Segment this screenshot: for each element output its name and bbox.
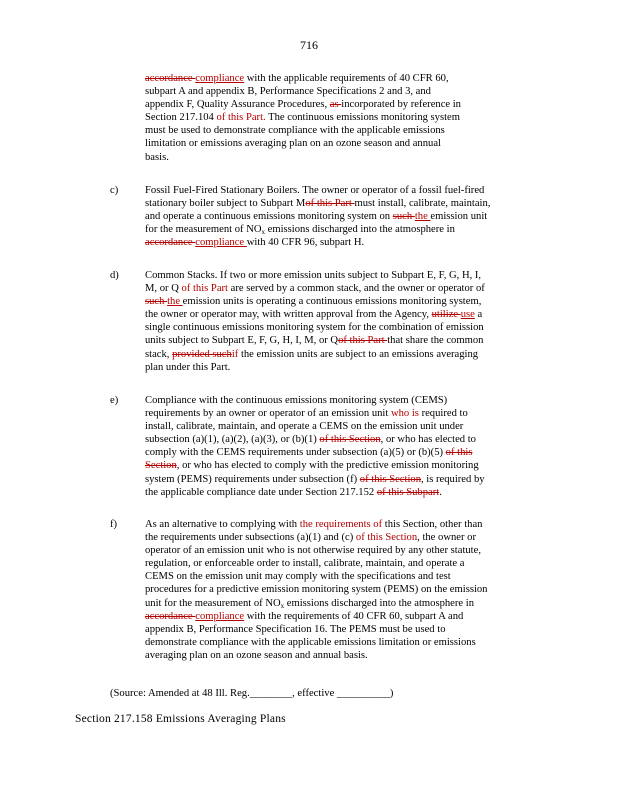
page-number: 716 (300, 38, 318, 52)
paragraph-label-c: c) (110, 185, 119, 196)
paragraph-d: Common Stacks. If two or more emission units subject to Subpart E, F, G, H, I, M, or Q of this Part are served by a common stack, and the owner or operator of such the emission units is operating a continuous emissions monitoring system, the owner or operator may, with written approval from the Agency, utilize use a single continuous emissions monitoring system for the combination of emission units subject to Subpart E, F, G, H, I, M, or Qof this Part that share the common stack, provided suchif the emission units are subject to an emissions averaging plan under this Part. (145, 270, 485, 373)
section-heading: Section 217.158 Emissions Averaging Plans (75, 713, 286, 725)
inserted-text: of this Part. (216, 112, 266, 124)
paragraph-c: Fossil Fuel-Fired Stationary Boilers. The owner or operator of a fossil fuel-fired stationary boiler subject to Subpart Mof this Part must install, calibrate, maintain, and operate a continuous emissions monitoring system on such the emission unit for the measurement of $NO_x$ emissions discharged into the atmosphere in accordance compliance with 40 CFR 96, subpart H. (145, 185, 491, 249)
paragraph-e: Compliance with the continuous emissions monitoring system (CEMS) requirements by an owner or operator of an emission unit who is required to install, calibrate, maintain, and operate a CEMS on the emission unit under subsection (a)(1), (a)(2), (a)(3), or (b)(1) of this Section, or who has elected to comply with the CEMS requirements under subsection (a)(5) or (b)(5) of this Section, or who has elected to comply with the predictive emission monitoring system (PEMS) requirements under subsection (f) of this Section, is required by the applicable compliance date under Section 217.152 of this Subpart. (145, 395, 485, 498)
paragraph-label-e: e) (110, 395, 119, 406)
deleted-text: accordance (145, 73, 196, 84)
deleted-text: as (329, 99, 342, 111)
source-note: (Source: Amended at 48 Ill. Reg.________, effective __________) (110, 688, 394, 699)
paragraph-f: As an alternative to complying with the requirements of this Section, other than the requirements under subsections (a)(1) and (c) of this Section, the owner or operator of an emission unit who is not otherwise required by any other statute, regulation, or enforceable order to install, calibrate, maintain, and operate a CEMS on the emission unit may comply with the specifications and test procedures for a predictive emission monitoring system (PEMS) on the emission unit for the measurement of $NO_x$ emissions discharged into the atmosphere in accordance compliance with the requirements of 40 CFR 60, subpart A and appendix B, Performance Specification 16. The PEMS must be used to demonstrate compliance with the applicable emissions limitation or emissions averaging plan on an ozone season and annual basis. (145, 519, 488, 661)
inserted-text: compliance (195, 73, 245, 84)
continuation-paragraph: accordance compliance with the applicable requirements of 40 CFR 60, subpart A and appendix B, Performance Specifications 2 and 3, and appendix F, Quality Assurance Procedures, as incorporated by reference in Section 217.104 of this Part. The continuous emissions monitoring system must be used to demonstrate compliance with the applicable emissions limitation or emissions averaging plan on an ozone season and annual basis. (145, 73, 461, 163)
paragraph-label-f: f) (110, 519, 118, 530)
paragraph-label-d: d) (110, 270, 119, 281)
